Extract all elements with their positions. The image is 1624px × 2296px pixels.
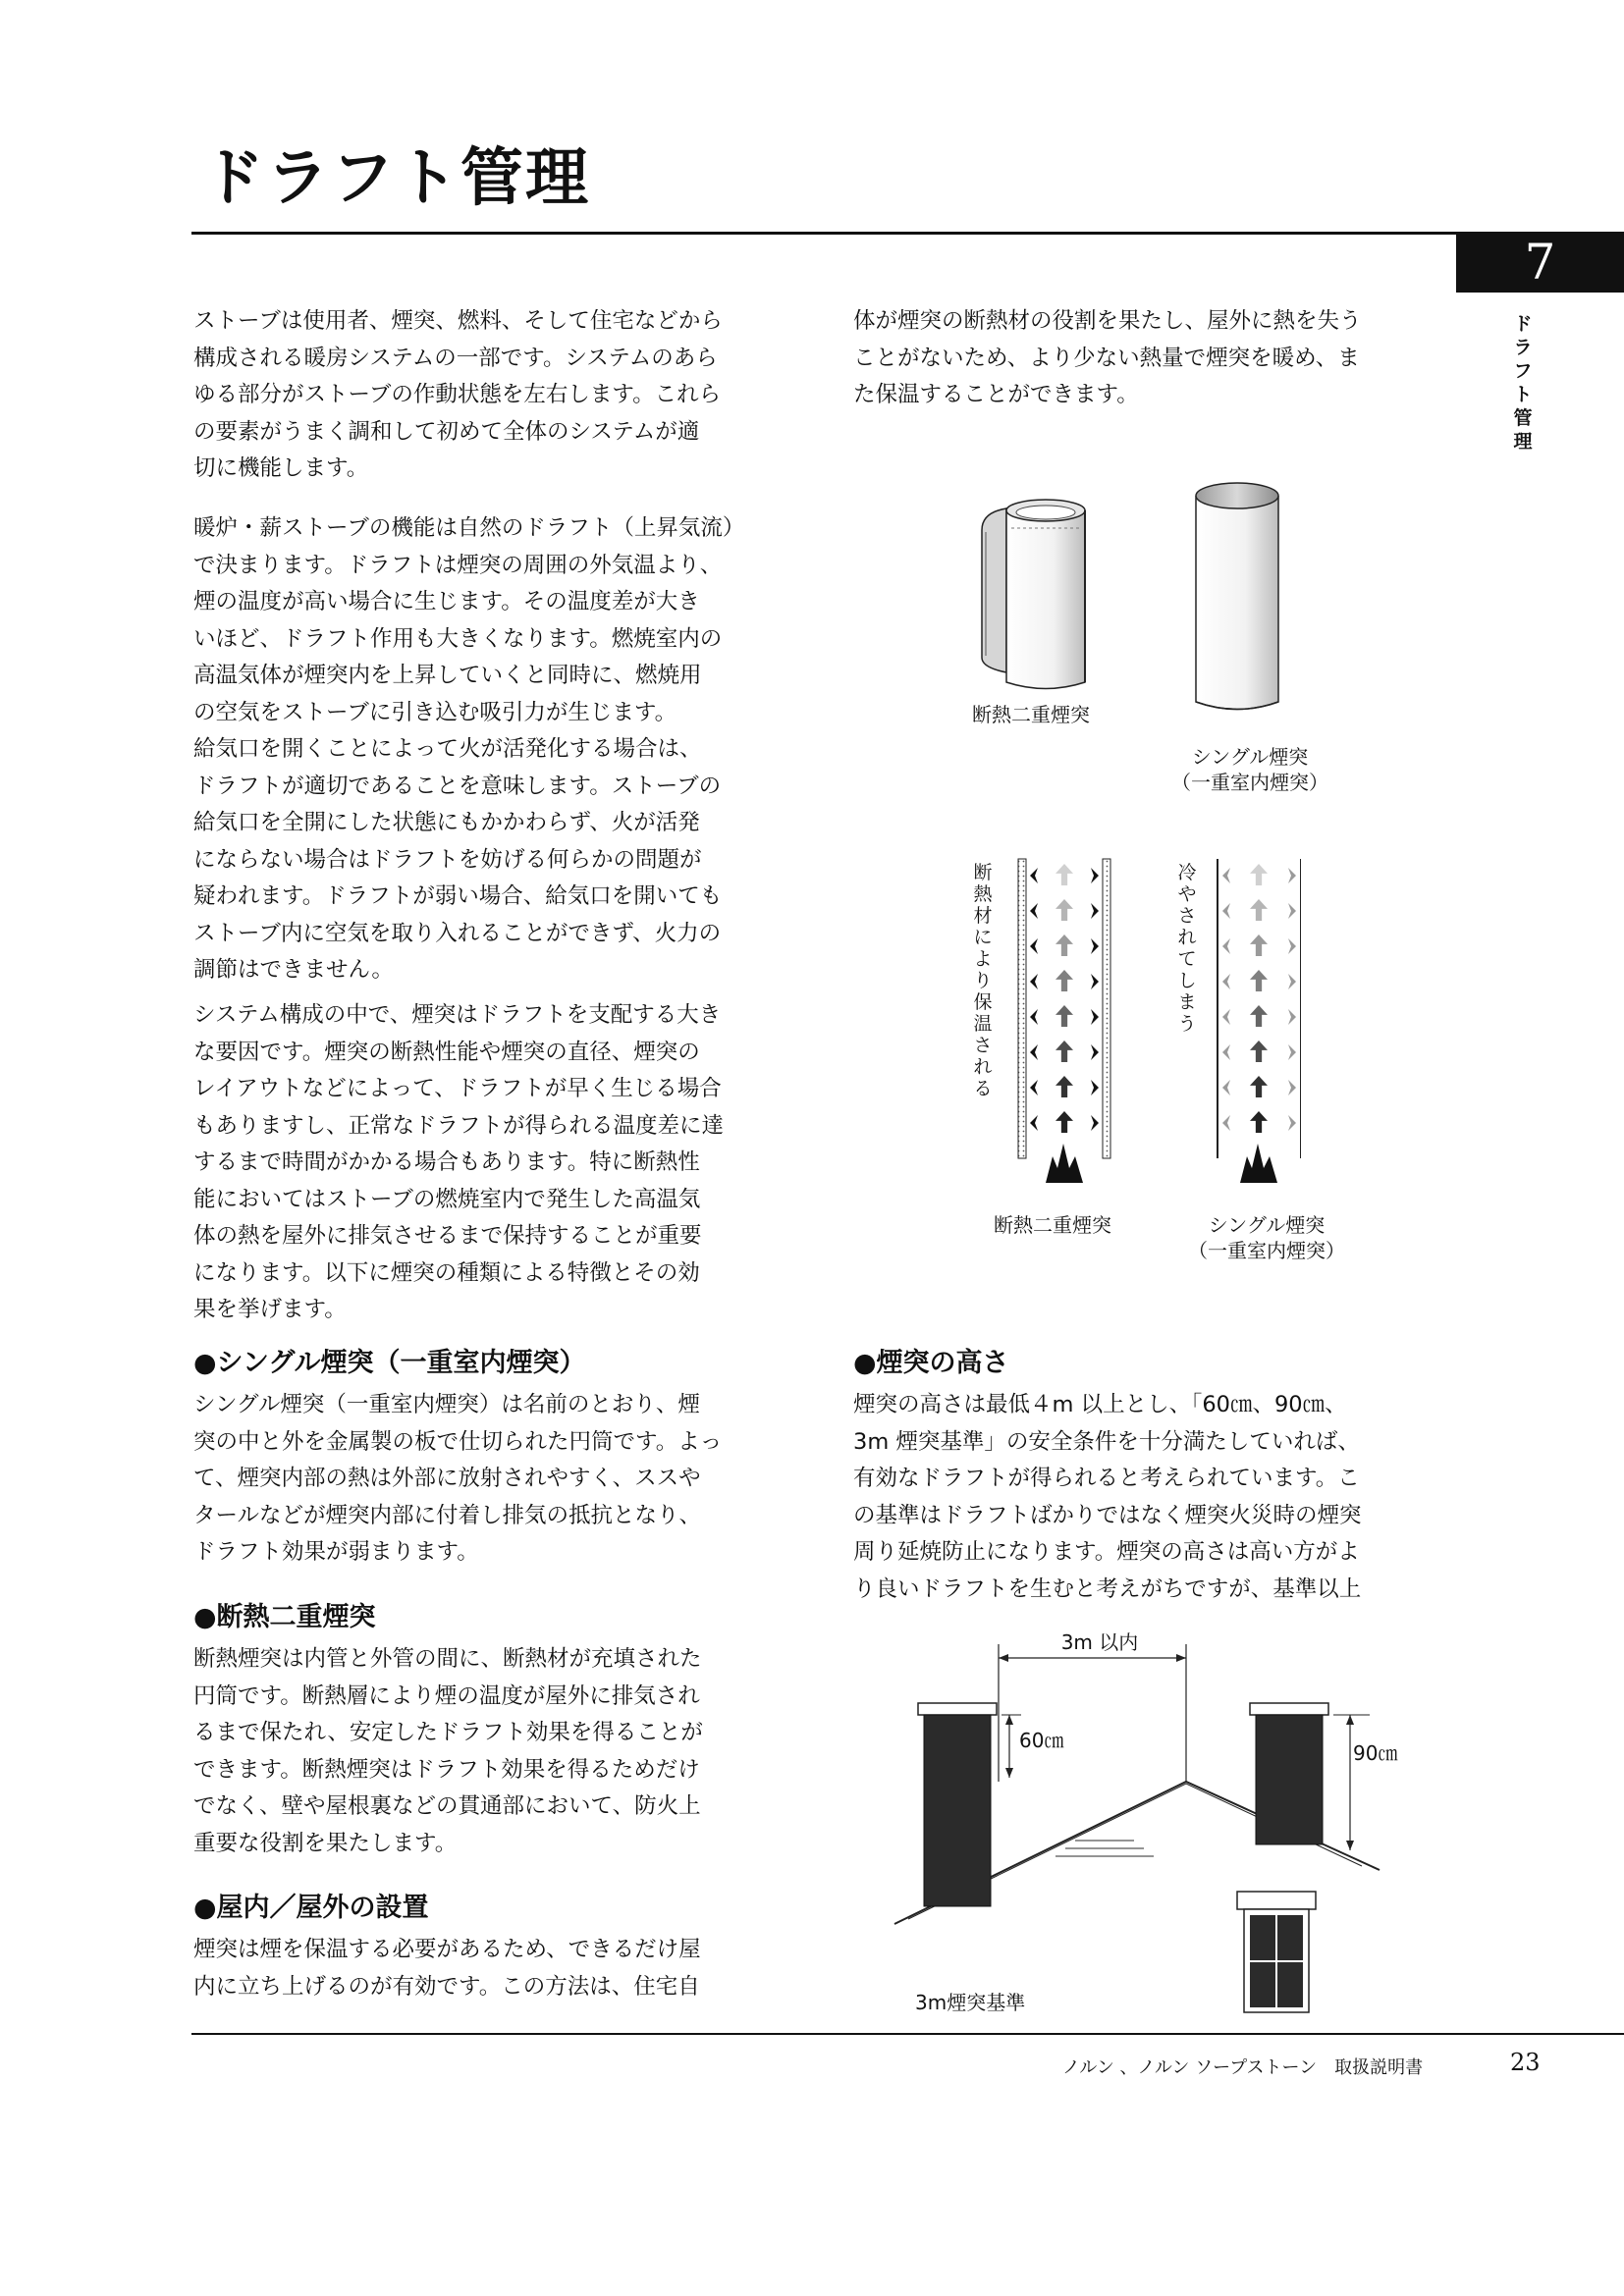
insulated-chimney-heading: ●断熱二重煙突	[193, 1602, 376, 1632]
text-line: で決まります。ドラフトは煙突の周囲の外気温より、	[193, 552, 723, 578]
chapter-number-badge: 7	[1456, 232, 1624, 293]
vertical-char: 冷	[1177, 862, 1197, 883]
cooling-side-arrow-icon	[1288, 903, 1296, 919]
warm-air-arrow-icon	[1056, 1076, 1073, 1097]
continued-paragraph	[853, 303, 1362, 414]
vertical-char: 材	[973, 905, 993, 927]
rising-air-arrow-icon	[1250, 899, 1268, 921]
text-line: 煙の温度が高い場合に生じます。その温度差が大き	[193, 589, 700, 614]
vertical-char: よ	[973, 948, 993, 970]
insulated-side-arrow-icon	[1091, 1115, 1099, 1131]
text-line: になります。以下に煙突の種類による特徴とその効	[193, 1259, 700, 1286]
insulated-side-arrow-icon	[1030, 1115, 1038, 1131]
system-paragraph	[193, 997, 724, 1329]
footer-rule	[191, 2033, 1624, 2035]
side-chapter-tab	[1510, 312, 1536, 454]
flame-icon	[1046, 1144, 1083, 1183]
text-line: 体の熱を屋外に排気させるまで保持することが重要	[193, 1223, 702, 1249]
cooling-side-arrow-icon	[1222, 974, 1230, 989]
text-line: ドラフト効果が弱まります。	[193, 1539, 479, 1565]
text-line: り良いドラフトを生むと考えがちですが、基準以上	[853, 1575, 1362, 1602]
side-tab-char: ラ	[1513, 337, 1533, 358]
insulated-pipe-illustration	[982, 500, 1085, 689]
warm-air-arrow-icon	[1056, 970, 1073, 991]
text-line: 周り延焼防止になります。煙突の高さは高い方がよ	[853, 1539, 1360, 1565]
text-line: 切に機能します。	[193, 455, 369, 481]
vertical-char: り	[973, 970, 993, 991]
vertical-char: れ	[973, 1056, 993, 1078]
fig3-caption: 3m煙突基準	[915, 1991, 1026, 2014]
text-line: シングル煙突（一重室内煙突）は名前のとおり、煙	[193, 1392, 700, 1417]
header-rule	[191, 232, 1624, 235]
text-line: 構成される暖房システムの一部です。システムのあら	[193, 345, 718, 371]
insulated-side-arrow-icon	[1030, 1044, 1038, 1060]
warm-air-arrow-icon	[1056, 899, 1073, 921]
vertical-char: ま	[1177, 991, 1197, 1013]
text-line: の空気をストーブに引き込む吸引力が生じます。	[193, 699, 677, 725]
warm-air-arrow-icon	[1056, 1041, 1073, 1062]
text-line: ストーブは使用者、煙突、燃料、そして住宅などから	[193, 308, 723, 334]
warm-air-arrow-icon	[1056, 1005, 1073, 1027]
text-line: 突の中と外を金属製の板で仕切られた円筒です。よっ	[193, 1428, 723, 1455]
text-line: の基準はドラフトばかりではなく煙突火災時の煙突	[853, 1502, 1362, 1528]
caption-line: シングル煙突	[1191, 745, 1309, 769]
vertical-char: 温	[973, 1013, 993, 1035]
side-tab-char: ト	[1513, 384, 1533, 405]
cooling-side-arrow-icon	[1222, 868, 1230, 883]
text-line: 円筒です。断熱層により煙の温度が屋外に排気され	[193, 1682, 700, 1709]
vertical-char: う	[1177, 1013, 1197, 1035]
text-line: の要素がうまく調和して初めて全体のシステムが適	[193, 418, 700, 445]
cooling-side-arrow-icon	[1288, 1080, 1296, 1095]
right-chimney-cap	[1250, 1703, 1328, 1715]
cooling-side-arrow-icon	[1222, 1080, 1230, 1095]
text-line: 煙突の高さは最低４m 以上とし、「60㎝、90㎝、	[853, 1392, 1347, 1417]
vertical-char: さ	[973, 1035, 993, 1056]
vertical-char: さ	[1177, 905, 1197, 927]
warm-air-arrow-icon	[1056, 934, 1073, 956]
vertical-char: し	[1177, 970, 1197, 991]
text-line: システム構成の中で、煙突はドラフトを支配する大き	[193, 1002, 722, 1028]
text-line: るまで保たれ、安定したドラフト効果を得ることが	[193, 1720, 703, 1745]
insulated-side-arrow-icon	[1030, 1080, 1038, 1095]
text-line: 断熱煙突は内管と外管の間に、断熱材が充填された	[193, 1646, 702, 1672]
vertical-char: る	[973, 1078, 993, 1099]
cooling-side-arrow-icon	[1288, 1009, 1296, 1025]
text-line: 体が煙突の断熱材の役割を果たし、屋外に熱を失う	[853, 308, 1362, 334]
text-line: するまで時間がかかる場合もあります。特に断熱性	[193, 1149, 700, 1175]
insulated-side-arrow-icon	[1030, 938, 1038, 954]
text-line: 高温気体が煙突内を上昇していくと同時に、燃焼用	[193, 663, 702, 688]
fig1-insulated-caption: 断熱二重煙突	[972, 703, 1090, 726]
insulated-side-arrow-icon	[1091, 1044, 1099, 1060]
fig3-60cm-label: 60㎝	[1019, 1729, 1064, 1752]
fig3-90cm-label: 90㎝	[1353, 1741, 1398, 1765]
text-line: ことがないため、より少ない熱量で煙突を暖め、ま	[853, 345, 1360, 371]
vertical-char: れ	[1177, 927, 1197, 948]
right-chimney	[1256, 1715, 1323, 1844]
cooling-side-arrow-icon	[1288, 868, 1296, 883]
warm-air-arrow-icon	[1056, 864, 1073, 885]
footer-manual-title: ノルン 、ノルン ソープストーン 取扱説明書	[1062, 2057, 1424, 2078]
fig3-3m-label: 3m 以内	[1041, 1629, 1159, 1655]
text-line: な要因です。煙突の断熱性能や煙突の直径、煙突の	[193, 1039, 700, 1065]
text-line: 暖炉・薪ストーブの機能は自然のドラフト（上昇気流）	[193, 515, 745, 541]
insulated-side-arrow-icon	[1091, 903, 1099, 919]
insulated-vertical-label	[972, 862, 994, 1099]
rising-air-arrow-icon	[1250, 970, 1268, 991]
left-chimney-cap	[918, 1703, 997, 1715]
insulated-side-arrow-icon	[1030, 974, 1038, 989]
text-line: ドラフトが適切であることを意味します。ストーブの	[193, 773, 722, 799]
text-line: 調節はできません。	[193, 957, 394, 983]
text-line: できます。断熱煙突はドラフト効果を得るためだけ	[193, 1756, 700, 1783]
text-line: た保温することができます。	[853, 382, 1139, 407]
airflow-figure	[1006, 844, 1301, 1198]
rising-air-arrow-icon	[1250, 934, 1268, 956]
text-line: レイアウトなどによって、ドラフトが早く生じる場合	[193, 1076, 722, 1101]
cooling-side-arrow-icon	[1288, 938, 1296, 954]
insulated-side-arrow-icon	[1030, 868, 1038, 883]
cooling-side-arrow-icon	[1288, 974, 1296, 989]
chimney-height-paragraph	[853, 1387, 1362, 1608]
cooling-side-arrow-icon	[1222, 1009, 1230, 1025]
fig2-insulated-caption: 断熱二重煙突	[994, 1213, 1111, 1237]
text-line: タールなどが煙突内部に付着し排気の抵抗となり、	[193, 1502, 702, 1528]
text-line: 3m 煙突基準」の安全条件を十分満たしていれば、	[853, 1428, 1360, 1455]
insulated-side-arrow-icon	[1091, 974, 1099, 989]
insulated-side-arrow-icon	[1091, 1080, 1099, 1095]
vertical-char: 断	[973, 862, 993, 883]
insulated-side-arrow-icon	[1091, 1009, 1099, 1025]
cooling-side-arrow-icon	[1222, 903, 1230, 919]
fig1-single-caption	[1171, 744, 1328, 795]
text-line: 疑われます。ドラフトが弱い場合、給気口を開いても	[193, 883, 723, 909]
text-line: もありますし、正常なドラフトが得られる温度差に達	[193, 1112, 725, 1139]
text-line: いほど、ドラフト作用も大きくなります。燃焼室内の	[193, 625, 723, 652]
vertical-char: や	[1177, 883, 1197, 905]
side-tab-char: 管	[1513, 407, 1533, 429]
text-line: 内に立ち上げるのが有効です。この方法は、住宅自	[193, 1973, 700, 2000]
chimney-height-heading: ●煙突の高さ	[853, 1348, 1009, 1378]
installation-paragraph	[193, 1932, 701, 2005]
text-line: て、煙突内部の熱は外部に放射されやすく、ススや	[193, 1466, 701, 1491]
text-line: 果を挙げます。	[193, 1297, 347, 1322]
side-tab-char: 理	[1513, 431, 1533, 453]
intro-paragraph	[193, 303, 723, 488]
text-line: ストーブ内に空気を取り入れることができず、火力の	[193, 920, 722, 946]
caption-line: シングル煙突	[1208, 1213, 1326, 1237]
text-line: 能においてはストーブの燃焼室内で発生した高温気	[193, 1186, 701, 1212]
cooling-side-arrow-icon	[1222, 938, 1230, 954]
warm-air-arrow-icon	[1056, 1111, 1073, 1133]
single-chimney-section	[1218, 859, 1301, 1183]
page-number: 23	[1510, 2049, 1541, 2076]
text-line: でなく、壁や屋根裏などの貫通部において、防火上	[193, 1793, 701, 1819]
chimney-pipes-figure	[962, 471, 1316, 726]
draft-paragraph	[193, 510, 744, 989]
single-chimney-heading: ●シングル煙突（一重室内煙突）	[193, 1348, 586, 1378]
rising-air-arrow-icon	[1250, 1076, 1268, 1097]
insulated-chimney-paragraph	[193, 1641, 703, 1862]
cooling-side-arrow-icon	[1288, 1044, 1296, 1060]
text-line: 有効なドラフトが得られると考えられています。こ	[853, 1466, 1360, 1491]
vertical-char: て	[1177, 948, 1197, 970]
text-line: にならない場合はドラフトを妨げる何らかの問題が	[193, 846, 702, 873]
rising-air-arrow-icon	[1250, 1041, 1268, 1062]
cooling-side-arrow-icon	[1222, 1115, 1230, 1131]
text-line: 煙突は煙を保温する必要があるため、できるだけ屋	[193, 1937, 701, 1962]
page-title: ドラフト管理	[201, 141, 590, 215]
insulated-side-arrow-icon	[1091, 868, 1099, 883]
text-line: 給気口を開くことによって火が活発化する場合は、	[193, 736, 702, 762]
rising-air-arrow-icon	[1250, 1111, 1268, 1133]
installation-heading: ●屋内／屋外の設置	[193, 1893, 429, 1923]
flame-icon	[1240, 1144, 1277, 1183]
single-pipe-illustration	[1196, 483, 1278, 710]
chimney-rule-figure	[889, 1625, 1389, 2027]
insulated-side-arrow-icon	[1091, 938, 1099, 954]
side-tab-char: ド	[1513, 313, 1533, 335]
vertical-char: に	[973, 927, 993, 948]
cooling-side-arrow-icon	[1222, 1044, 1230, 1060]
vertical-char: 熱	[973, 883, 993, 905]
cooling-side-arrow-icon	[1288, 1115, 1296, 1131]
single-chimney-paragraph	[193, 1387, 722, 1572]
caption-line: （一重室内煙突）	[1171, 771, 1328, 794]
fig2-single-caption	[1183, 1212, 1350, 1263]
text-line: ゆる部分がストーブの作動状態を左右します。これら	[193, 382, 722, 407]
insulated-side-arrow-icon	[1030, 903, 1038, 919]
side-tab-char: フ	[1513, 360, 1533, 382]
rising-air-arrow-icon	[1250, 864, 1268, 885]
caption-line: （一重室内煙突）	[1188, 1239, 1345, 1262]
rising-air-arrow-icon	[1250, 1005, 1268, 1027]
insulated-side-arrow-icon	[1030, 1009, 1038, 1025]
text-line: 重要な役割を果たします。	[193, 1830, 458, 1856]
insulated-chimney-section	[1018, 859, 1110, 1183]
text-line: 給気口を全開にした状態にもかかわらず、火が活発	[193, 810, 700, 835]
left-chimney	[924, 1715, 991, 1906]
vertical-char: 保	[973, 991, 993, 1013]
